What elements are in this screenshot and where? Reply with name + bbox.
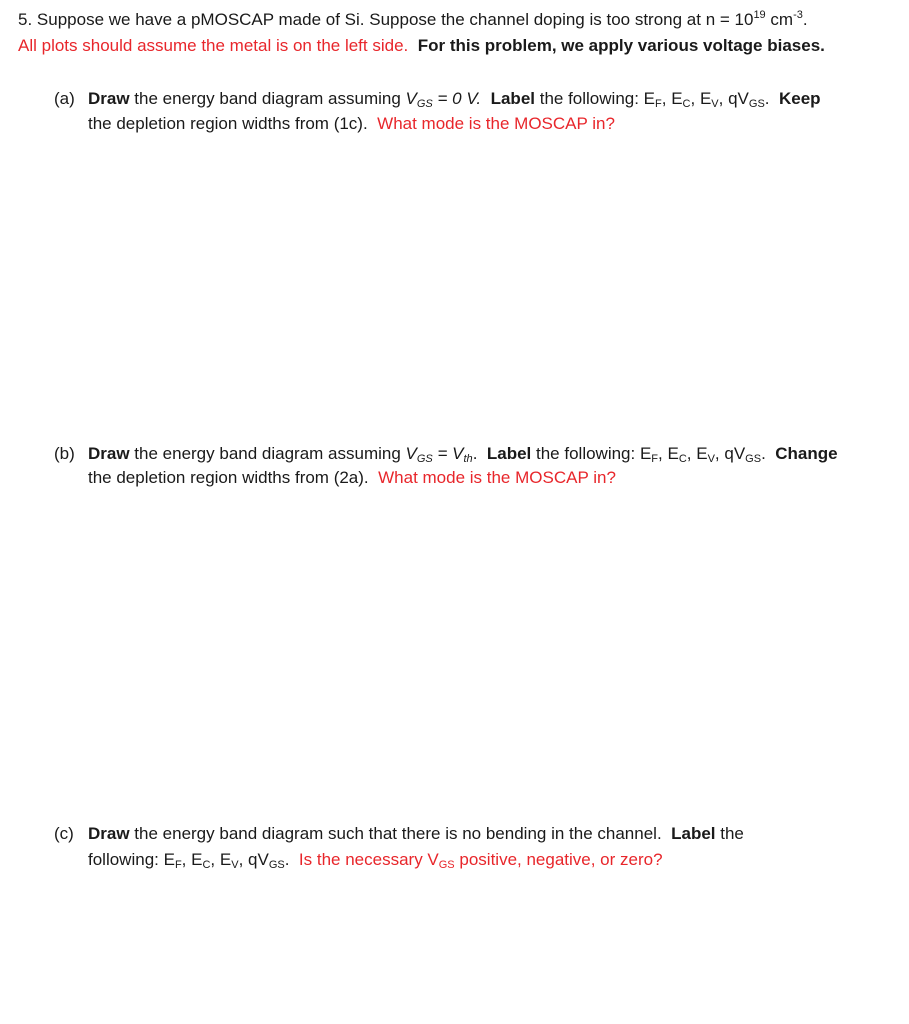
problem-note [18, 35, 825, 57]
part-c-answer-space[interactable] [0, 880, 909, 1020]
problem-statement: 5. Suppose we have a pMOSCAP made of Si. Suppose the channel doping is too strong at $n = 10^{19}$ $cm^{-3}$. [18, 9, 808, 29]
doping-exponent: 19 [753, 9, 766, 21]
part-b-label: (b) [54, 444, 75, 463]
problem-intro: Suppose we have a pMOSCAP made of Si. Suppose the channel doping is too strong at n = 10 [36, 10, 754, 29]
part-a-line-1: (a) Draw the energy band diagram assuming $V_{GS} = 0$ V. Label the following: $E_F$, $E_C$, $E_V$, $qV_{GS}$. Keep [54, 89, 821, 110]
part-b-answer-space[interactable] [0, 500, 909, 815]
problem-number: 5. [18, 10, 33, 29]
part-b-instruction: Change [775, 444, 838, 463]
part-a-question: What mode is the MOSCAP in? [377, 114, 615, 133]
unit-exponent: -3 [793, 9, 803, 21]
part-a-answer-space[interactable] [0, 145, 909, 435]
part-c-line-2: following: $E_F$, $E_C$, $E_V$, $qV_{GS}$. Is the necessary $V_{GS}$ positive, negative, or zero? [88, 850, 663, 871]
part-c-line-1: (c) Draw the energy band diagram such that there is no bending in the channel. Label the [54, 824, 744, 843]
bias-note: For this problem, we apply various voltage biases. [417, 36, 825, 55]
part-a-line-2: the depletion region widths from (1c). What mode is the MOSCAP in? [88, 114, 615, 133]
doping-unit: cm [765, 10, 794, 29]
part-b-line-2: the depletion region widths from (2a). What mode is the MOSCAP in? [88, 468, 616, 487]
part-b-question: What mode is the MOSCAP in? [378, 468, 616, 487]
part-a-instruction: Keep [778, 89, 821, 108]
metal-side-note: All plots should assume the metal is on the left side. [18, 36, 409, 55]
part-a-label: (a) [54, 89, 75, 108]
part-c-question: Is the necessary $V_{GS}$ positive, negative, or zero? [298, 850, 663, 871]
part-b-line-1: (b) Draw the energy band diagram assuming $V_{GS} = V_{th}$. Label the following: $E_F$, $E_C$, $E_V$, $qV_{GS}$. Change [54, 444, 838, 465]
part-c-label: (c) [54, 824, 74, 843]
